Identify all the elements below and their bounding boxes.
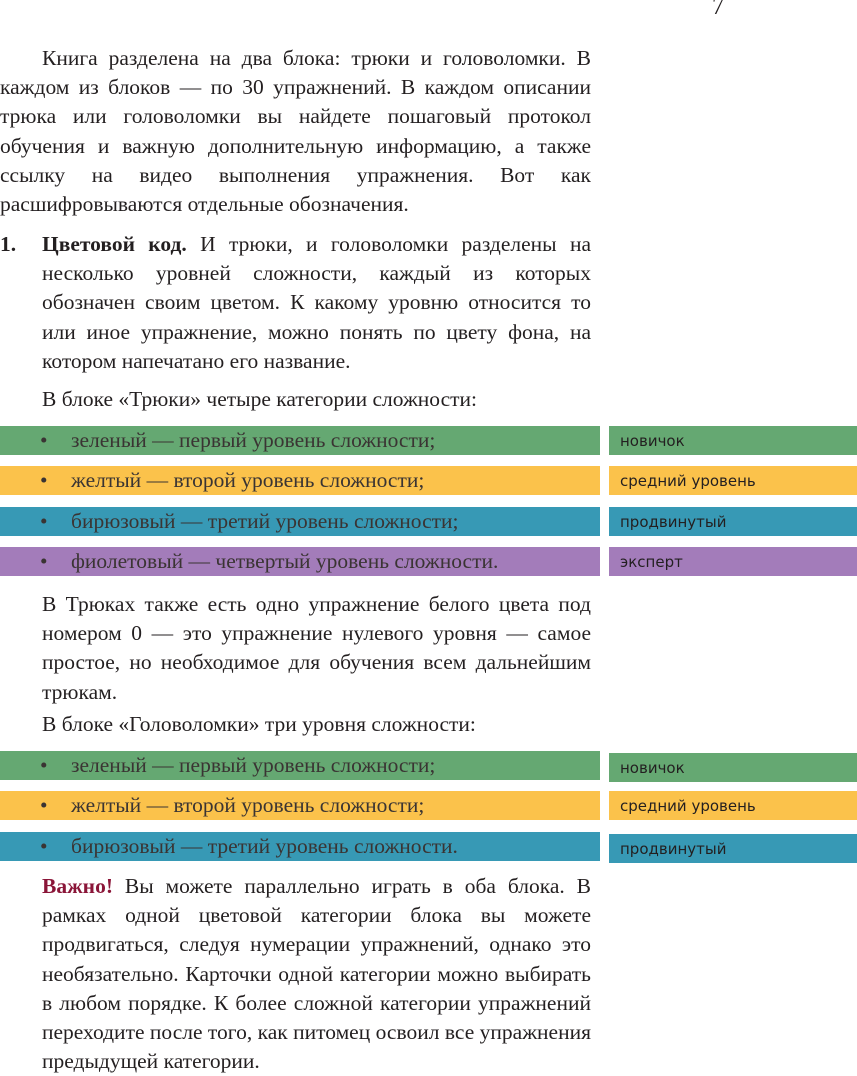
bullet: • (40, 549, 48, 573)
important-paragraph (42, 872, 591, 1076)
level-text: бирюзовый — третий уровень сложности; (71, 509, 459, 533)
puzzles-level-green-bar (0, 751, 600, 780)
puzzles-level-green-tag: новичок (609, 753, 857, 782)
level-text: фиолетовый — четвертый уровень сложности. (71, 549, 499, 573)
page-number: 7 (712, 0, 724, 20)
level-text: желтый — второй уровень сложности; (71, 793, 425, 817)
color-code-heading: Цветовой код. (42, 232, 187, 256)
level-text: желтый — второй уровень сложности; (71, 468, 425, 492)
bullet: • (40, 753, 48, 777)
important-label: Важно! (42, 874, 113, 898)
bullet: • (40, 509, 48, 533)
intro-paragraph: Книга разделена на два блока: трюки и головоломки. В каждом из блоков — по 30 упражнений. В каждом описании трюка или головоломки вы найдете пошаговый протокол обучения и важную дополнительную информацию, а также ссылку на видео выполнения упражнения. Вот как расшифровываются отдельные обозначения. (0, 46, 591, 217)
tricks-level-purple-tag: эксперт (609, 547, 857, 576)
tricks-level-green-bar (0, 426, 600, 455)
tricks-level-turquoise-tag: продвинутый (609, 507, 857, 536)
puzzles-level-yellow-bar (0, 791, 600, 820)
item-number: 1. (0, 232, 17, 256)
tricks-level-green-tag: новичок (609, 426, 857, 455)
tricks-level-purple-bar (0, 547, 600, 576)
puzzles-level-turquoise-bar (0, 832, 600, 861)
puzzles-intro: В блоке «Головоломки» три уровня сложности: (42, 712, 476, 736)
important-text: Вы можете параллельно играть в оба блока. В рамках одной цветовой категории блока вы можете продвигаться, следуя нумерации упражнений, однако это необязательно. Карточки одной категории можно выбирать в любом порядке. К более сложной категории упражнений переходите после того, как питомец освоил все упражнения предыдущей категории. (42, 874, 591, 1074)
level-text: зеленый — первый уровень сложности; (71, 428, 436, 452)
tricks-zero-note: В Трюках также есть одно упражнение белого цвета под номером 0 — это упражнение нулевого уровня — самое простое, но необходимое для обучения всем дальнейшим трюкам. (42, 592, 591, 704)
level-text: бирюзовый — третий уровень сложности. (71, 834, 458, 858)
puzzles-level-yellow-tag: средний уровень (609, 791, 857, 820)
puzzles-level-turquoise-tag: продвинутый (609, 834, 857, 863)
bullet: • (40, 834, 48, 858)
level-text: зеленый — первый уровень сложности; (71, 753, 436, 777)
tricks-level-yellow-bar (0, 466, 600, 495)
tricks-level-yellow-tag: средний уровень (609, 466, 857, 495)
color-code-paragraph (42, 230, 591, 376)
tricks-level-turquoise-bar (0, 507, 600, 536)
bullet: • (40, 428, 48, 452)
bullet: • (40, 468, 48, 492)
bullet: • (40, 793, 48, 817)
tricks-intro: В блоке «Трюки» четыре категории сложности: (42, 387, 478, 411)
color-code-text: И трюки, и головоломки разделены на несколько уровней сложности, каждый из которых обозначен своим цветом. К какому уровню относится то или иное упражнение, можно понять по цвету фона, на котором напечатано его название. (42, 232, 591, 373)
